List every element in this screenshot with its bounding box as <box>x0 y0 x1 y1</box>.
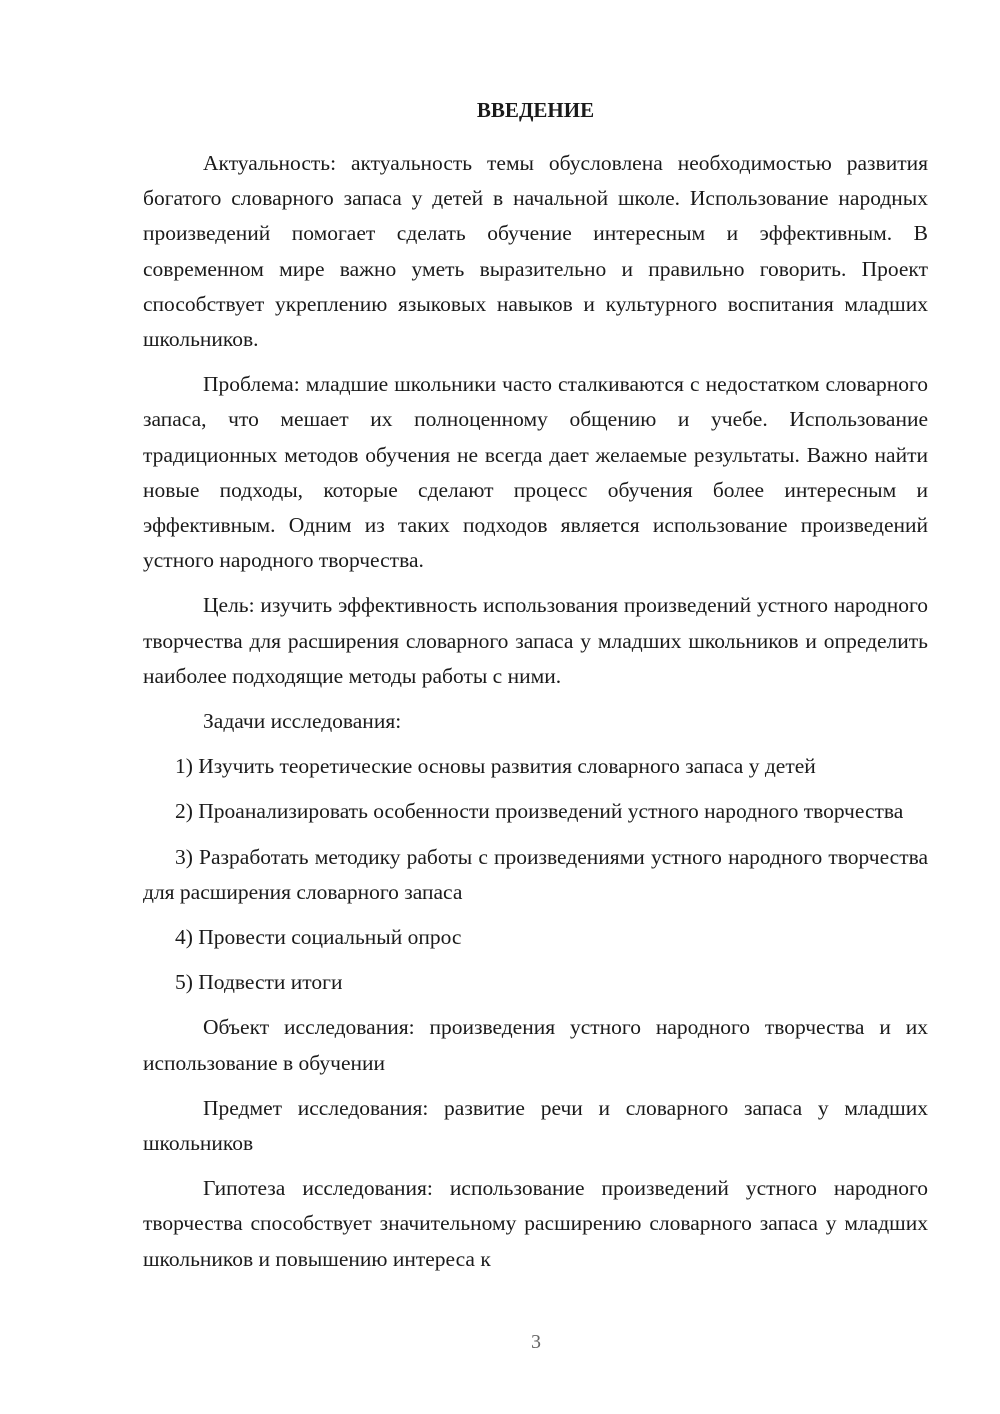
task-item: 5) Подвести итоги <box>175 970 343 995</box>
task-item: 1) Изучить теоретические основы развития словарного запаса у детей <box>175 754 816 779</box>
page-number: 3 <box>531 1331 541 1353</box>
document-page <box>143 90 928 1287</box>
object-paragraph: Объект исследования: произведения устного народного творчества и их использование в обучении <box>143 1015 928 1075</box>
task-item: 4) Провести социальный опрос <box>175 925 462 950</box>
page-title: ВВЕДЕНИЕ <box>476 98 595 122</box>
task-item: 3) Разработать методику работы с произведениями устного народного творчества для расширения словарного запаса <box>143 844 928 904</box>
tasks-heading: Задачи исследования: <box>203 709 402 734</box>
subject-paragraph: Предмет исследования: развитие речи и словарного запаса у младших школьников <box>143 1095 928 1156</box>
goal-paragraph: Цель: изучить эффективность использования произведений устного народного творчества для расширения словарного запаса у младших школьников и определить наиболее подходящие методы работы с ними. <box>143 593 928 688</box>
task-item: 2) Проанализировать особенности произведений устного народного творчества <box>175 799 904 824</box>
hypothesis-paragraph: Гипотеза исследования: использование произведений устного народного творчества способствует значительному расширению словарного запаса у младших школьников и повышению интереса к <box>143 1176 928 1271</box>
problem-paragraph: Проблема: младшие школьники часто сталкиваются с недостатком словарного запаса, что мешает их полноценному общению и учебе. Использование традиционных методов обучения не всегда дает желаемые результаты. Важно найти новые подходы, которые сделают процесс обучения более интересным и эффективным. Одним из таких подходов является использование произведений устного народного творчества. <box>143 372 928 573</box>
relevance-paragraph: Актуальность: актуальность темы обусловлена необходимостью развития богатого словарного запаса у детей в начальной школе. Использование народных произведений помогает сделать обучение интересным и эффективным. В современном мире важно уметь выразительно и правильно говорить. Проект способствует укреплению языковых навыков и культурного воспитания младших школьников. <box>143 151 928 352</box>
